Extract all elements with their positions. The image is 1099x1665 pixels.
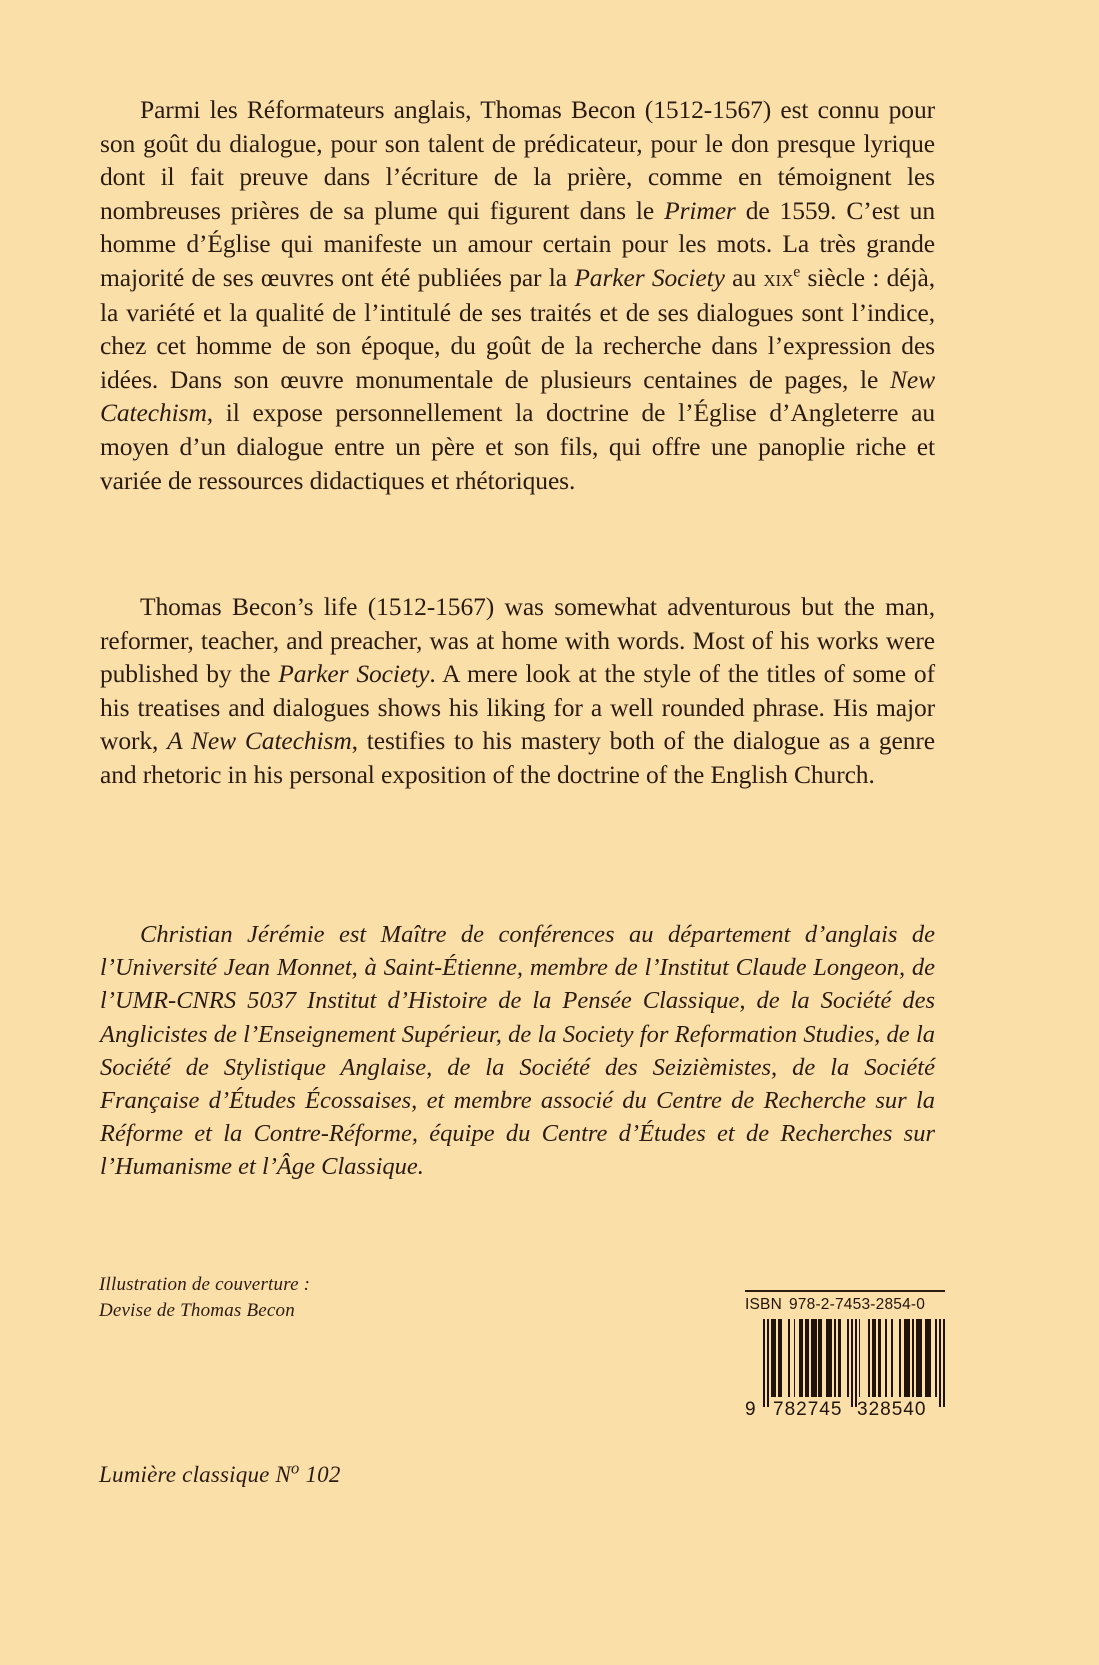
french-blurb-text-4: siècle : déjà, la variété et la qualité de l’intitulé de ses traités et de ses dialogues sont l’indice, chez cet homme de son époque, du goût de la recherche dans l’expression des idées. Dans son œuvre monumentale de plusieurs centaines de pages, le bbox=[100, 262, 935, 394]
cover-illustration-credit bbox=[99, 1272, 310, 1324]
ean13-digits bbox=[745, 1397, 945, 1422]
french-blurb-text-1: Parmi les Réformateurs anglais, Thomas Becon (1512-1567) est connu pour son goût du dialogue, pour son talent de prédicateur, pour le don presque lyrique dont il fait preuve dans l’écriture de la prière, comme en témoignent les nombreuses prières de sa plume qui figurent dans le bbox=[100, 95, 935, 225]
ean13-bars bbox=[763, 1319, 945, 1407]
series-number: 102 bbox=[299, 1462, 341, 1487]
cover-credit-line-2: Devise de Thomas Becon bbox=[99, 1300, 295, 1321]
series-label bbox=[99, 1458, 341, 1488]
title-parker-society-en: Parker Society bbox=[278, 659, 430, 689]
english-blurb-text-1: Thomas Becon’s life (1512-1567) was somewhat adventurous but the man, reformer, teacher, and preacher, was at home with words. Most of his works were published by the bbox=[100, 592, 935, 689]
title-parker-society-fr: Parker Society bbox=[574, 262, 725, 292]
french-blurb-text-2: de 1559. C’est un homme d’Église qui manifeste un amour certain pour les mots. La très grande majorité de ses œuvres ont été publiées par la bbox=[100, 195, 935, 292]
series-name: Lumière classique N bbox=[99, 1462, 292, 1487]
isbn-barcode-block bbox=[745, 1290, 945, 1422]
french-blurb-paragraph bbox=[100, 93, 935, 497]
title-new-catechism-fr: New Catechism bbox=[100, 364, 935, 428]
french-blurb-text-5: , il expose personnellement la doctrine de l’Église d’Angleterre au moyen d’un dialogue entre un père et son fils, qui offre une panoplie riche et variée de ressources didactiques et rhétoriques. bbox=[100, 398, 935, 495]
french-blurb-text-3: au bbox=[724, 262, 764, 292]
isbn-top-rule bbox=[745, 1290, 945, 1292]
series-ordinal-mark: o bbox=[291, 1458, 300, 1478]
cover-credit-line-1: Illustration de couverture : bbox=[99, 1274, 311, 1295]
author-bio-paragraph bbox=[100, 918, 935, 1184]
ean-right-group: 328540 bbox=[857, 1399, 927, 1420]
title-a-new-catechism: A New Catechism bbox=[167, 726, 352, 756]
ean-lead-digit: 9 bbox=[745, 1399, 757, 1420]
isbn-value: 978-2-7453-2854-0 bbox=[788, 1296, 926, 1313]
ean-left-group: 782745 bbox=[773, 1399, 843, 1420]
isbn-label: ISBN bbox=[745, 1296, 782, 1313]
century-ordinal-superscript: e bbox=[793, 263, 801, 281]
isbn-line bbox=[745, 1296, 945, 1314]
ean13-barcode bbox=[745, 1319, 945, 1422]
english-blurb-text-2: . A mere look at the style of the titles of some of his treatises and dialogues shows his liking for a well rounded phrase. His major work, bbox=[100, 659, 935, 756]
english-blurb-text-3: , testifies to his mastery both of the dialogue as a genre and rhetoric in his personal exposition of the doctrine of the English Church. bbox=[100, 726, 935, 789]
english-blurb-paragraph bbox=[100, 590, 935, 792]
title-primer: Primer bbox=[664, 195, 736, 225]
author-bio-text: Christian Jérémie est Maître de conférences au département d’anglais de l’Université Jean Monnet, à Saint-Étienne, membre de l’Institut Claude Longeon, de l’UMR-CNRS 5037 Institut d’Histoire de la Pensée Classique, de la Société des Anglicistes de l’Enseignement Supérieur, de la Society for Reformation Studies, de la Société de Stylistique Anglaise, de la Société des Seizièmistes, de la Société Française d’Études Écossaises, et membre associé du Centre de Recherche sur la Réforme et la Contre-Réforme, équipe du Centre d’Études et de Recherches sur l’Humanisme et l’Âge Classique. bbox=[100, 921, 935, 1181]
century-smallcaps: xix bbox=[763, 264, 794, 292]
